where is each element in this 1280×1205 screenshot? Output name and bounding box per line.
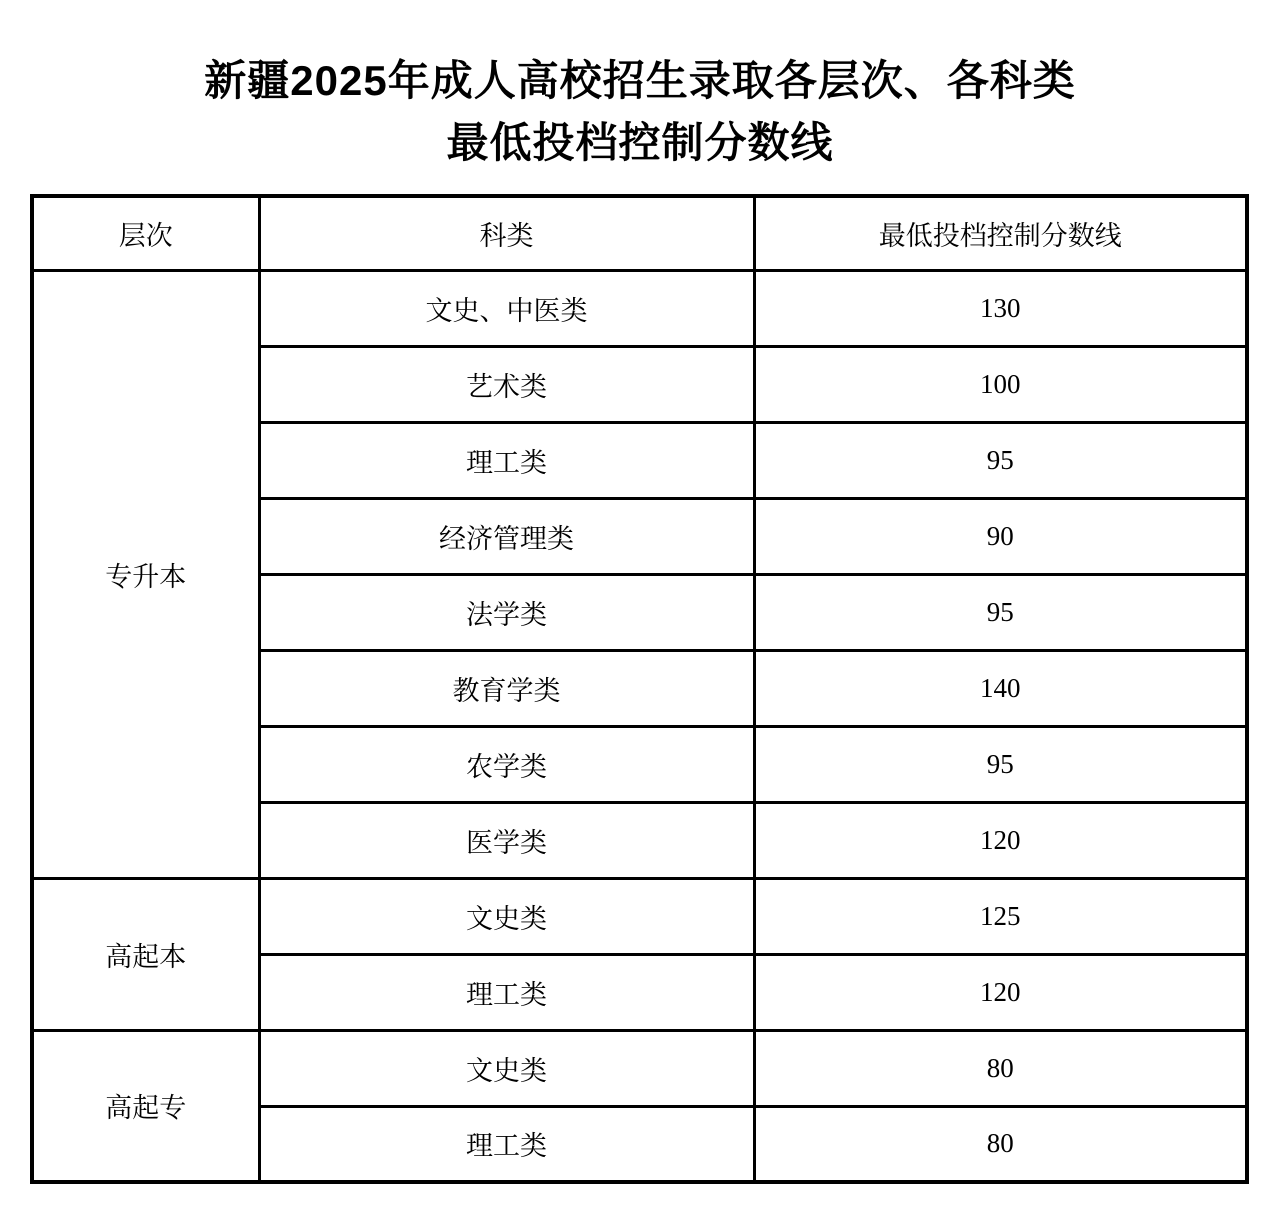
table-row: [32, 270, 1247, 346]
score-cell: 80: [754, 1030, 1247, 1106]
score-cell: 125: [754, 878, 1247, 954]
page-title-line-2: 最低投档控制分数线: [446, 119, 834, 166]
score-cell: 95: [754, 422, 1247, 498]
level-cell: 高起专: [32, 1030, 259, 1182]
score-cell: 80: [754, 1106, 1247, 1182]
score-cell: 120: [754, 954, 1247, 1030]
table-row: [32, 1030, 1247, 1106]
category-cell: 医学类: [259, 802, 754, 878]
score-table: [30, 194, 1249, 1184]
score-cell: 130: [754, 270, 1247, 346]
score-cell: 140: [754, 650, 1247, 726]
category-cell: 经济管理类: [259, 498, 754, 574]
category-cell: 理工类: [259, 422, 754, 498]
category-cell: 艺术类: [259, 346, 754, 422]
table-header-row: [32, 196, 1247, 270]
table-row: [32, 878, 1247, 954]
level-cell: 专升本: [32, 270, 259, 878]
category-cell: 文史、中医类: [259, 270, 754, 346]
score-cell: 90: [754, 498, 1247, 574]
score-cell: 95: [754, 726, 1247, 802]
header-cell-level: 层次: [32, 196, 259, 270]
page-title-line-1: 新疆2025年成人高校招生录取各层次、各科类: [204, 57, 1076, 104]
category-cell: 理工类: [259, 1106, 754, 1182]
category-cell: 文史类: [259, 1030, 754, 1106]
category-cell: 教育学类: [259, 650, 754, 726]
score-cell: 95: [754, 574, 1247, 650]
page-title: [0, 0, 1280, 174]
level-cell: 高起本: [32, 878, 259, 1030]
header-cell-score: 最低投档控制分数线: [754, 196, 1247, 270]
category-cell: 法学类: [259, 574, 754, 650]
header-cell-category: 科类: [259, 196, 754, 270]
category-cell: 文史类: [259, 878, 754, 954]
score-cell: 100: [754, 346, 1247, 422]
category-cell: 理工类: [259, 954, 754, 1030]
category-cell: 农学类: [259, 726, 754, 802]
table-body: [32, 270, 1247, 1182]
score-cell: 120: [754, 802, 1247, 878]
